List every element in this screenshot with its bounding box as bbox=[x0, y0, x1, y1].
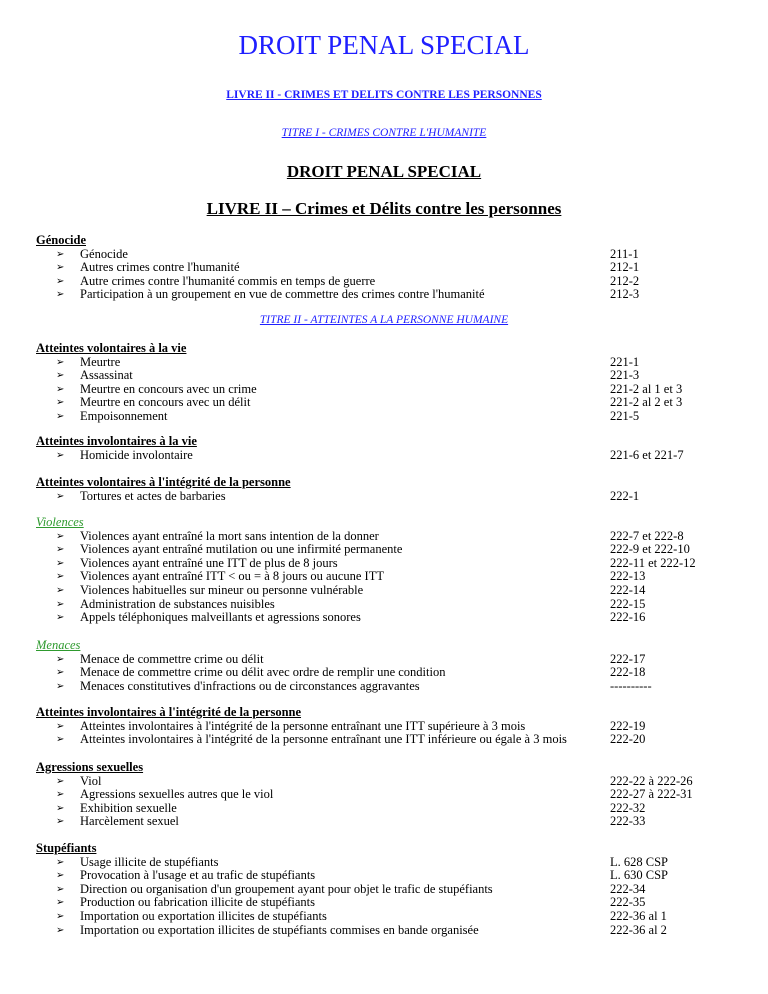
item-label: Administration de substances nuisibles bbox=[80, 596, 275, 611]
item-label: Génocide bbox=[80, 246, 128, 261]
item-label: Appels téléphoniques malveillants et agressions sonores bbox=[80, 610, 361, 625]
arrow-bullet-icon: ➢ bbox=[56, 490, 65, 502]
arrow-bullet-icon: ➢ bbox=[56, 720, 65, 732]
arrow-bullet-icon: ➢ bbox=[56, 680, 65, 692]
list-item bbox=[36, 869, 736, 883]
arrow-bullet-icon: ➢ bbox=[56, 557, 65, 569]
section-title: Atteintes involontaires à la vie bbox=[36, 434, 197, 448]
arrow-bullet-icon: ➢ bbox=[56, 667, 65, 679]
section-title: Menaces bbox=[36, 638, 81, 652]
list-item bbox=[36, 924, 736, 938]
arrow-bullet-icon: ➢ bbox=[56, 571, 65, 583]
list-item bbox=[36, 788, 736, 802]
article-reference: 222-22 à 222-26 bbox=[610, 773, 693, 788]
article-reference: 212-2 bbox=[610, 273, 640, 288]
article-reference: L. 628 CSP bbox=[610, 854, 669, 869]
arrow-bullet-icon: ➢ bbox=[56, 289, 65, 301]
arrow-bullet-icon: ➢ bbox=[56, 370, 65, 382]
arrow-bullet-icon: ➢ bbox=[56, 397, 65, 409]
item-label: Empoisonnement bbox=[80, 408, 168, 423]
section-involontaires-vie bbox=[36, 435, 736, 462]
article-reference: 222-35 bbox=[610, 895, 646, 910]
list-item bbox=[36, 883, 736, 897]
list-item bbox=[36, 584, 736, 598]
list-item bbox=[36, 611, 736, 625]
item-label: Violences ayant entraîné ITT < ou = à 8 jours ou aucune ITT bbox=[80, 569, 384, 584]
list-item bbox=[36, 356, 736, 370]
item-label: Harcèlement sexuel bbox=[80, 814, 179, 829]
arrow-bullet-icon: ➢ bbox=[56, 870, 65, 882]
list-item bbox=[36, 775, 736, 789]
arrow-bullet-icon: ➢ bbox=[56, 789, 65, 801]
section-involontaires-integrite bbox=[36, 706, 736, 747]
article-reference: ---------- bbox=[610, 678, 652, 693]
section-integrite bbox=[36, 476, 736, 503]
list-item bbox=[36, 720, 736, 734]
list-item bbox=[36, 733, 736, 747]
list-item bbox=[36, 856, 736, 870]
arrow-bullet-icon: ➢ bbox=[56, 262, 65, 274]
item-label: Atteintes involontaires à l'intégrité de la personne entraînant une ITT inférieure ou égale à 3 mois bbox=[80, 732, 567, 747]
section-title: Violences bbox=[36, 515, 84, 529]
arrow-bullet-icon: ➢ bbox=[56, 802, 65, 814]
section-agressions bbox=[36, 761, 736, 829]
item-label: Assassinat bbox=[80, 368, 133, 383]
article-reference: 222-17 bbox=[610, 651, 646, 666]
arrow-bullet-icon: ➢ bbox=[56, 734, 65, 746]
arrow-bullet-icon: ➢ bbox=[56, 530, 65, 542]
section-title: Atteintes volontaires à l'intégrité de la personne bbox=[36, 475, 291, 489]
item-label: Menace de commettre crime ou délit avec ordre de remplir une condition bbox=[80, 665, 446, 680]
article-reference: 212-3 bbox=[610, 287, 640, 302]
article-reference: 222-20 bbox=[610, 732, 646, 747]
item-label: Provocation à l'usage et au trafic de stupéfiants bbox=[80, 868, 316, 883]
list-item bbox=[36, 653, 736, 667]
list-item bbox=[36, 369, 736, 383]
arrow-bullet-icon: ➢ bbox=[56, 612, 65, 624]
article-reference: 222-14 bbox=[610, 582, 646, 597]
item-label: Autre crimes contre l'humanité commis en temps de guerre bbox=[80, 273, 376, 288]
arrow-bullet-icon: ➢ bbox=[56, 248, 65, 260]
item-label: Violences ayant entraîné une ITT de plus de 8 jours bbox=[80, 555, 338, 570]
list-item bbox=[36, 570, 736, 584]
section-violences bbox=[36, 516, 736, 625]
item-label: Menace de commettre crime ou délit bbox=[80, 651, 264, 666]
arrow-bullet-icon: ➢ bbox=[56, 383, 65, 395]
livre-heading: LIVRE II – Crimes et Délits contre les personnes bbox=[206, 199, 562, 218]
item-label: Exhibition sexuelle bbox=[80, 800, 177, 815]
item-label: Viol bbox=[80, 773, 102, 788]
article-reference: L. 630 CSP bbox=[610, 868, 669, 883]
arrow-bullet-icon: ➢ bbox=[56, 275, 65, 287]
article-reference: 222-33 bbox=[610, 814, 646, 829]
list-item bbox=[36, 815, 736, 829]
article-reference: 222-32 bbox=[610, 800, 646, 815]
list-item bbox=[36, 490, 736, 504]
item-label: Violences habituelles sur mineur ou personne vulnérable bbox=[80, 582, 364, 597]
article-reference: 222-15 bbox=[610, 596, 646, 611]
item-label: Importation ou exportation illicites de stupéfiants commises en bande organisée bbox=[80, 922, 479, 937]
arrow-bullet-icon: ➢ bbox=[56, 449, 65, 461]
article-reference: 222-1 bbox=[610, 488, 640, 503]
arrow-bullet-icon: ➢ bbox=[56, 584, 65, 596]
item-label: Atteintes involontaires à l'intégrité de la personne entraînant une ITT supérieure à 3 mois bbox=[80, 718, 526, 733]
arrow-bullet-icon: ➢ bbox=[56, 598, 65, 610]
item-label: Agressions sexuelles autres que le viol bbox=[80, 787, 274, 802]
article-reference: 221-3 bbox=[610, 368, 640, 383]
arrow-bullet-icon: ➢ bbox=[56, 910, 65, 922]
section-menaces bbox=[36, 639, 736, 693]
list-item bbox=[36, 383, 736, 397]
item-label: Meurtre en concours avec un crime bbox=[80, 381, 257, 396]
list-item bbox=[36, 248, 736, 262]
list-item bbox=[36, 802, 736, 816]
item-label: Tortures et actes de barbaries bbox=[80, 488, 226, 503]
article-reference: 222-11 et 222-12 bbox=[610, 555, 696, 570]
article-reference: 221-2 al 1 et 3 bbox=[610, 381, 683, 396]
arrow-bullet-icon: ➢ bbox=[56, 410, 65, 422]
section-title: Atteintes volontaires à la vie bbox=[36, 341, 187, 355]
document-heading: DROIT PENAL SPECIAL bbox=[286, 162, 482, 181]
article-reference: 222-16 bbox=[610, 610, 646, 625]
section-title: Stupéfiants bbox=[36, 841, 97, 855]
arrow-bullet-icon: ➢ bbox=[56, 883, 65, 895]
item-label: Violences ayant entraîné mutilation ou une infirmité permanente bbox=[80, 542, 403, 557]
arrow-bullet-icon: ➢ bbox=[56, 897, 65, 909]
section-title: Atteintes involontaires à l'intégrité de la personne bbox=[36, 705, 302, 719]
arrow-bullet-icon: ➢ bbox=[56, 653, 65, 665]
list-item bbox=[36, 557, 736, 571]
list-item bbox=[36, 680, 736, 694]
list-item bbox=[36, 896, 736, 910]
item-label: Meurtre bbox=[80, 354, 121, 369]
list-item bbox=[36, 910, 736, 924]
list-item bbox=[36, 666, 736, 680]
arrow-bullet-icon: ➢ bbox=[56, 544, 65, 556]
list-item bbox=[36, 449, 736, 463]
section-atteintes-vie bbox=[36, 342, 736, 424]
article-reference: 222-34 bbox=[610, 881, 646, 896]
item-label: Homicide involontaire bbox=[80, 447, 193, 462]
section-title: Génocide bbox=[36, 233, 86, 247]
list-item bbox=[36, 543, 736, 557]
item-label: Usage illicite de stupéfiants bbox=[80, 854, 219, 869]
article-reference: 221-2 al 2 et 3 bbox=[610, 395, 683, 410]
arrow-bullet-icon: ➢ bbox=[56, 924, 65, 936]
list-item bbox=[36, 598, 736, 612]
item-label: Menaces constitutives d'infractions ou de circonstances aggravantes bbox=[80, 678, 420, 693]
livre-ii-link[interactable]: LIVRE II - CRIMES ET DELITS CONTRE LES PERSONNES bbox=[226, 89, 542, 101]
titre-ii-link[interactable]: TITRE II - ATTEINTES A LA PERSONNE HUMAINE bbox=[259, 314, 509, 326]
article-reference: 222-18 bbox=[610, 665, 646, 680]
arrow-bullet-icon: ➢ bbox=[56, 775, 65, 787]
article-reference: 211-1 bbox=[610, 246, 639, 261]
article-reference: 222-36 al 2 bbox=[610, 922, 667, 937]
section-title: Agressions sexuelles bbox=[36, 760, 144, 774]
arrow-bullet-icon: ➢ bbox=[56, 816, 65, 828]
titre-i-link[interactable]: TITRE I - CRIMES CONTRE L'HUMANITE bbox=[281, 127, 487, 139]
article-reference: 221-1 bbox=[610, 354, 640, 369]
article-reference: 222-36 al 1 bbox=[610, 908, 667, 923]
list-item bbox=[36, 410, 736, 424]
list-item bbox=[36, 261, 736, 275]
page-title: DROIT PENAL SPECIAL bbox=[238, 30, 530, 60]
article-reference: 221-5 bbox=[610, 408, 640, 423]
item-label: Autres crimes contre l'humanité bbox=[80, 260, 240, 275]
arrow-bullet-icon: ➢ bbox=[56, 856, 65, 868]
article-reference: 221-6 et 221-7 bbox=[610, 447, 684, 462]
item-label: Production ou fabrication illicite de stupéfiants bbox=[80, 895, 316, 910]
item-label: Direction ou organisation d'un groupement ayant pour objet le trafic de stupéfiants bbox=[80, 881, 493, 896]
list-item bbox=[36, 396, 736, 410]
section-genocide bbox=[36, 234, 736, 302]
list-item bbox=[36, 275, 736, 289]
item-label: Importation ou exportation illicites de stupéfiants bbox=[80, 908, 327, 923]
item-label: Violences ayant entraîné la mort sans intention de la donner bbox=[80, 528, 379, 543]
list-item bbox=[36, 288, 736, 302]
article-reference: 222-9 et 222-10 bbox=[610, 542, 690, 557]
item-label: Participation à un groupement en vue de commettre des crimes contre l'humanité bbox=[80, 287, 485, 302]
list-item bbox=[36, 530, 736, 544]
article-reference: 222-19 bbox=[610, 718, 646, 733]
arrow-bullet-icon: ➢ bbox=[56, 356, 65, 368]
article-reference: 222-13 bbox=[610, 569, 646, 584]
article-reference: 222-7 et 222-8 bbox=[610, 528, 684, 543]
article-reference: 212-1 bbox=[610, 260, 640, 275]
section-stupefiants bbox=[36, 842, 736, 937]
article-reference: 222-27 à 222-31 bbox=[610, 787, 693, 802]
item-label: Meurtre en concours avec un délit bbox=[80, 395, 251, 410]
